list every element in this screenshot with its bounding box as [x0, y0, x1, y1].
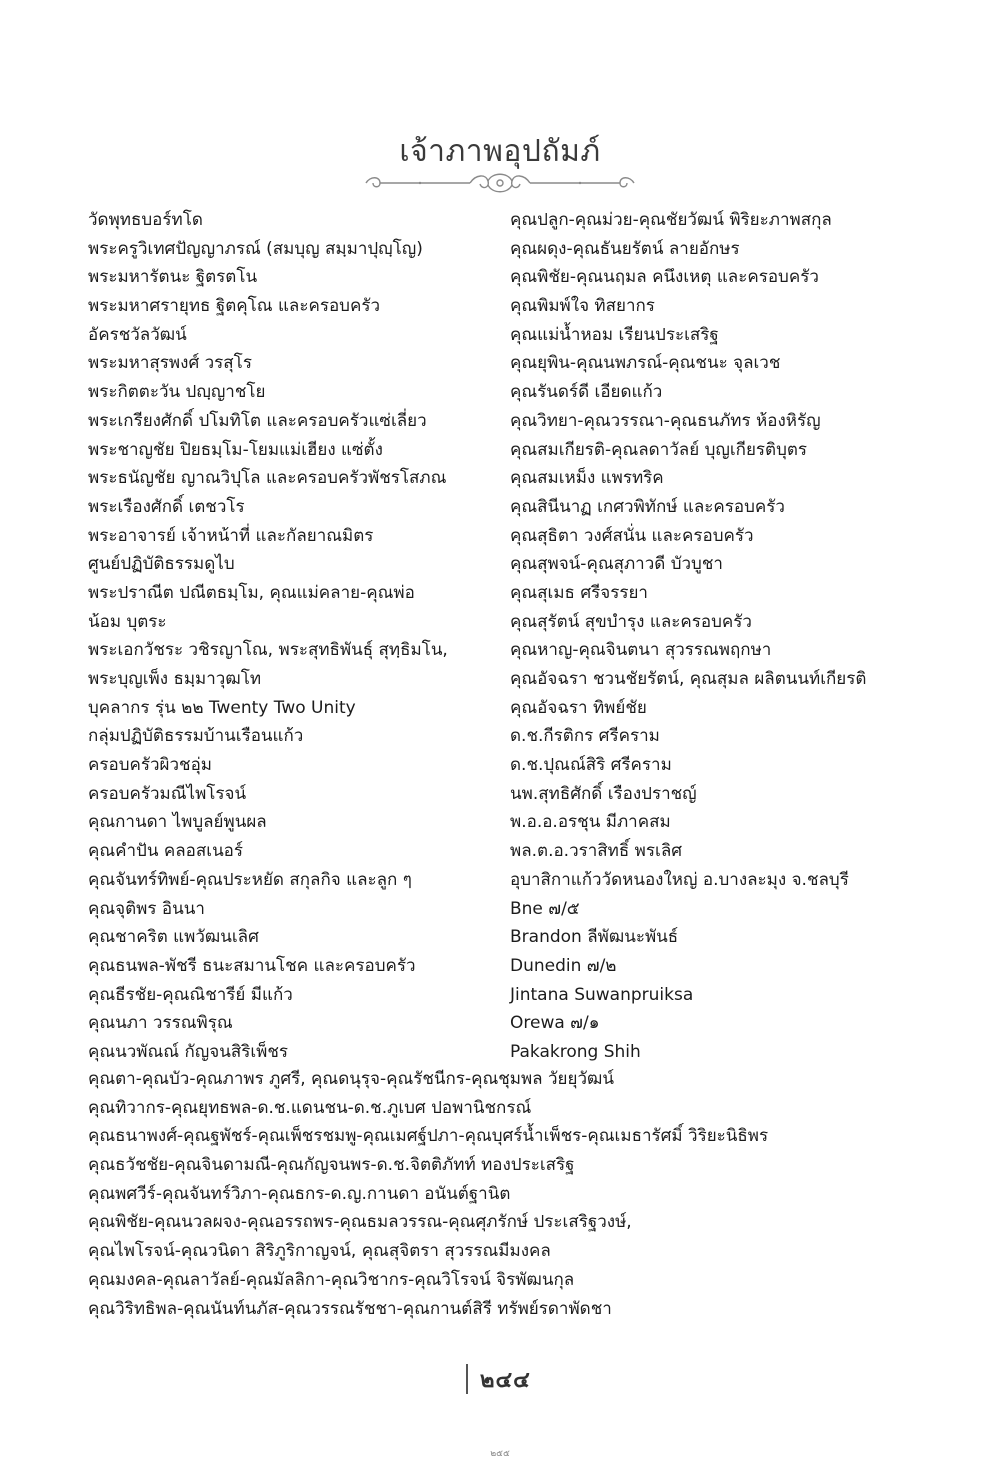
- footer-mark: ๒๕๕: [490, 1449, 510, 1459]
- page-title: เจ้าภาพอุปถัมภ์: [399, 134, 601, 169]
- list-item: Jintana Suwanpruiksa: [510, 984, 694, 1005]
- list-item: คุณนวพัณณ์ กัญจนสิริเพ็ชร: [88, 1041, 289, 1062]
- list-item: คุณหาญ-คุณจินตนา สุวรรณพฤกษา: [510, 640, 772, 661]
- list-item: ศูนย์ปฏิบัติธรรมดูไบ: [88, 554, 235, 575]
- list-item: คุณสุเมธ ศรีจรรยา: [510, 582, 648, 603]
- list-item: อุบาสิกาแก้ววัดหนองใหญ่ อ.บางละมุง จ.ชลบุรี: [510, 869, 849, 890]
- list-item: คุณสุธิตา วงศ์สนั่น และครอบครัว: [510, 525, 754, 546]
- list-item: คุณสุพจน์-คุณสุภาวดี บัวบูชา: [510, 554, 723, 575]
- list-item: คุณชาคริต แพวัฒนเลิศ: [88, 927, 259, 948]
- list-item: พระมหารัตนะ ฐิตรตโน: [88, 267, 258, 288]
- list-item: คุณธวัชชัย-คุณจินดามณี-คุณกัญจนพร-ด.ช.จิตติภัทท์ ทองประเสริฐ: [88, 1155, 575, 1176]
- list-item: พระธนัญชัย ญาณวิปุโล และครอบครัวพัชรโสภณ: [88, 468, 447, 489]
- list-item: ครอบครัวมณีไพโรจน์: [88, 783, 247, 804]
- list-item: คุณอัจฉรา ทิพย์ชัย: [510, 697, 647, 718]
- list-item: คุณกานดา ไพบูลย์พูนผล: [88, 812, 267, 833]
- list-item: คุณพิชัย-คุณนวลผจง-คุณอรรถพร-คุณธมลวรรณ-คุณศุภรักษ์ ประเสริฐวงษ์,: [88, 1212, 632, 1233]
- list-item: ด.ช.ปุณณ์สิริ ศรีคราม: [510, 755, 672, 776]
- list-item: คุณผดุง-คุณธันยรัตน์ ลายอักษร: [510, 238, 740, 259]
- list-item: คุณวิริทธิพล-คุณนันท์นภัส-คุณวรรณรัชชา-คุณกานต์สิรี ทรัพย์รดาพัดชา: [88, 1298, 612, 1319]
- list-item: ด.ช.กีรติกร ศรีคราม: [510, 726, 660, 747]
- list-item: คุณธนพล-พัชรี ธนะสมานโชค และครอบครัว: [88, 955, 416, 976]
- list-item: พระกิตตะวัน ปญฺญาชโย: [88, 382, 266, 403]
- list-item: อัครชวัลวัฒน์: [88, 324, 187, 345]
- list-item: Orewa ๗/๑: [510, 1013, 600, 1034]
- list-item: พ.อ.อ.อรชุน มีภาคสม: [510, 812, 671, 833]
- list-item: Dunedin ๗/๒: [510, 955, 617, 976]
- list-item: คุณปลูก-คุณม่วย-คุณชัยวัฒน์ พิริยะภาพสกุล: [510, 210, 832, 230]
- list-item: คุณธนาพงศ์-คุณฐพัชร์-คุณเพ็ชรชมพู-คุณเมศฐ์ปภา-คุณบุศร์น้ำเพ็ชร-คุณเมธารัศมิ์ วิริยะนิธิพร: [88, 1126, 769, 1147]
- list-item: คุณแม่น้ำหอม เรียนประเสริฐ: [510, 324, 719, 345]
- list-item: Brandon ลีพัฒนะพันธ์: [510, 927, 679, 948]
- list-item: คุณทิวากร-คุณยุทธพล-ด.ช.แดนชน-ด.ช.ภูเบศ ปอพานิชกรณ์: [88, 1097, 532, 1118]
- list-item: พระเอกวัชระ วชิรญาโณ, พระสุทธิพันธุ์ สุทฺธิมโน,: [88, 640, 448, 661]
- list-item: นพ.สุทธิศักดิ์ เรืองปราชญ์: [510, 783, 697, 804]
- sponsor-list-right: [510, 206, 950, 1067]
- sponsor-list-full-width: [88, 1065, 958, 1323]
- page-number-divider: [466, 1364, 468, 1394]
- list-item: คุณตา-คุณบัว-คุณภาพร ภูศรี, คุณดนุรุจ-คุณรัชนีกร-คุณชุมพล วัยยุวัฒน์: [88, 1069, 614, 1089]
- list-item: น้อม บุตระ: [88, 611, 167, 632]
- list-item: คุณอัจฉรา ชวนชัยรัตน์, คุณสุมล ผลิตนนท์เกียรติ: [510, 669, 867, 689]
- list-item: คุณสมเหม็ง แพรทริค: [510, 468, 664, 489]
- list-item: พระบุญเพ็ง ธมฺมาวุฒโท: [88, 669, 262, 689]
- list-item: พระชาญชัย ปิยธมฺโม-โยมแม่เฮียง แซ่ตั้ง: [88, 439, 383, 460]
- list-item: คุณจันทร์ทิพย์-คุณประหยัด สกุลกิจ และลูก ๆ: [88, 869, 412, 890]
- list-item: ครอบครัวผิวชอุ่ม: [88, 755, 213, 776]
- page-number-block: [466, 1362, 531, 1396]
- list-item: วัดพุทธบอร์ทโด: [88, 210, 203, 230]
- list-item: คุณสุรัตน์ สุขบำรุง และครอบครัว: [510, 611, 752, 632]
- page-number: ๒๔๔: [480, 1367, 531, 1393]
- list-item: กลุ่มปฏิบัติธรรมบ้านเรือนแก้ว: [88, 726, 304, 747]
- list-item: คุณธีรชัย-คุณณิชารีย์ มีแก้ว: [88, 984, 293, 1005]
- list-item: คุณวิทยา-คุณวรรณา-คุณธนภัทร ห้องหิรัญ: [510, 410, 821, 431]
- list-item: คุณพิชัย-คุณนฤมล คนึงเหตุ และครอบครัว: [510, 267, 819, 288]
- list-item: คุณยุพิน-คุณนพภรณ์-คุณชนะ จุลเวช: [510, 353, 781, 374]
- list-item: พระครูวิเทศปัญญาภรณ์ (สมบุญ สมฺมาปุญฺโญ): [88, 238, 423, 259]
- list-item: คุณนภา วรรณพิรุณ: [88, 1013, 233, 1034]
- list-item: คุณมงคล-คุณลาวัลย์-คุณมัลลิกา-คุณวิชากร-คุณวิโรจน์ จิรพัฒนกุล: [88, 1269, 575, 1290]
- list-item: พระปราณีต ปณีตธมฺโม, คุณแม่คลาย-คุณพ่อ: [88, 582, 415, 603]
- list-item: คุณพศวีร์-คุณจันทร์วิภา-คุณธกร-ด.ญ.กานดา อนันต์ฐานิต: [88, 1183, 511, 1204]
- list-item: Bne ๗/๕: [510, 898, 580, 919]
- list-item: คุณพิมพ์ใจ ทิสยากร: [510, 296, 655, 317]
- list-item: พระเรืองศักดิ์ เตชวโร: [88, 496, 245, 517]
- list-item: พระมหาสุรพงศ์ วรสุโร: [88, 353, 252, 374]
- list-item: คุณสินีนาฏ เกศวพิทักษ์ และครอบครัว: [510, 496, 785, 517]
- list-item: คุณรันดร์ดี เอียดแก้ว: [510, 382, 663, 403]
- list-item: พระเกรียงศักดิ์ ปโมทิโต และครอบครัวแซ่เลี่ยว: [88, 410, 427, 431]
- list-item: พล.ต.อ.วราสิทธิ์ พรเลิศ: [510, 841, 683, 862]
- list-item: พระมหาศรายุทธ ฐิตคุโณ และครอบครัว: [88, 296, 380, 317]
- list-item: คุณจุติพร อินนา: [88, 898, 205, 919]
- list-item: บุคลากร รุ่น ๒๒ Twenty Two Unity: [88, 697, 356, 718]
- list-item: คุณคำปัน คลอสเนอร์: [88, 841, 244, 862]
- list-item: พระอาจารย์ เจ้าหน้าที่ และกัลยาณมิตร: [88, 525, 374, 546]
- sponsor-list-left: [88, 206, 498, 1067]
- list-item: คุณสมเกียรติ-คุณลดาวัลย์ บุญเกียรติบุตร: [510, 439, 808, 460]
- scroll-divider-ornament-icon: [360, 168, 640, 198]
- list-item: Pakakrong Shih: [510, 1041, 641, 1062]
- list-item: คุณไพโรจน์-คุณวนิดา สิริภูริกาญจน์, คุณสุจิตรา สุวรรณมีมงคล: [88, 1241, 551, 1262]
